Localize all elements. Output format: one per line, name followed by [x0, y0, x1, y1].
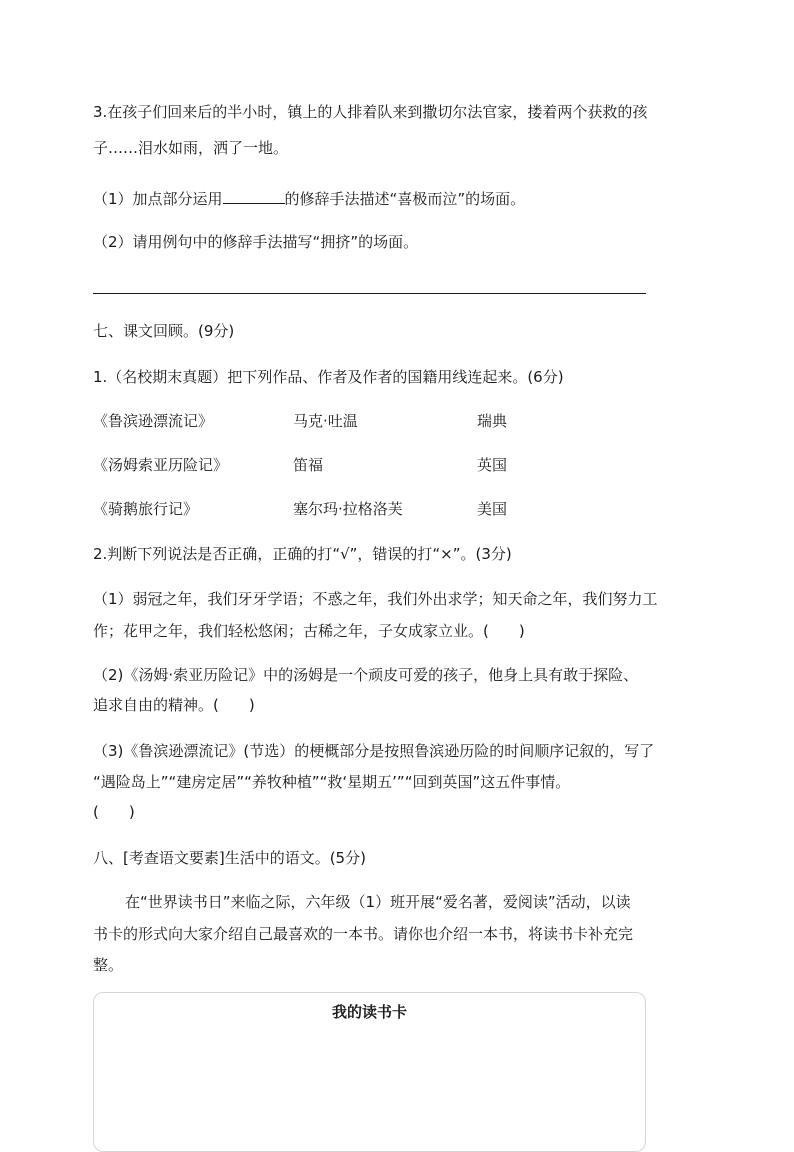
- judge-item-1-line-2[interactable]: 作；花甲之年，我们轻松悠闲；古稀之年，子女成家立业。( ): [93, 622, 525, 640]
- reading-card[interactable]: [93, 992, 646, 1152]
- work-title[interactable]: 《骑鹅旅行记》: [93, 500, 199, 518]
- section8-title: 八、[考查语文要素]生活中的语文。(5分): [93, 849, 366, 867]
- q3-sub1-prefix: （1）加点部分运用: [93, 190, 223, 208]
- q3-line-2: 子……泪水如雨，洒了一地。: [93, 139, 289, 157]
- author-name[interactable]: 马克·吐温: [293, 412, 358, 430]
- judge-item-1-line-1: （1）弱冠之年，我们牙牙学语；不惑之年，我们外出求学；知天命之年，我们努力工: [93, 590, 658, 608]
- judge-item-2-line-2[interactable]: 追求自由的精神。( ): [93, 696, 255, 714]
- section8-paragraph-line-3: 整。: [93, 956, 124, 974]
- section7-title: 七、课文回顾。(9分): [93, 322, 235, 340]
- author-name[interactable]: 笛福: [293, 456, 324, 474]
- judge-item-3-line-1: （3)《鲁滨逊漂流记》(节选）的梗概部分是按照鲁滨逊历险的时间顺序记叙的，写了: [93, 742, 655, 760]
- q3-line-1: 3.在孩子们回来后的半小时，镇上的人排着队来到撒切尔法官家，搂着两个获救的孩: [93, 103, 648, 121]
- q3-sub-question-2: （2）请用例句中的修辞手法描写“拥挤”的场面。: [93, 233, 419, 251]
- judge-item-3-line-3[interactable]: ( ): [93, 803, 135, 821]
- work-title[interactable]: 《鲁滨逊漂流记》: [93, 412, 214, 430]
- country-name[interactable]: 瑞典: [477, 412, 508, 430]
- reading-card-title: 我的读书卡: [331, 1003, 407, 1021]
- answer-line[interactable]: [93, 293, 646, 294]
- section7-question-1: 1.（名校期末真题）把下列作品、作者及作者的国籍用线连起来。(6分): [93, 368, 564, 386]
- section8-paragraph-line-1: 在“世界读书日”来临之际，六年级（1）班开展“爱名著，爱阅读”活动，以读: [125, 893, 631, 911]
- country-name[interactable]: 英国: [477, 456, 508, 474]
- judge-item-2-line-1: （2)《汤姆·索亚历险记》中的汤姆是一个顽皮可爱的孩子，他身上具有敢于探险、: [93, 666, 639, 684]
- section8-paragraph-line-2: 书卡的形式向大家介绍自己最喜欢的一本书。请你也介绍一本书，将读书卡补充完: [93, 925, 634, 943]
- judge-item-3-line-2: “遇险岛上”“建房定居”“养牧种植”“救‘星期五’”“回到英国”这五件事情。: [93, 773, 571, 791]
- section7-question-2: 2.判断下列说法是否正确，正确的打“√”，错误的打“×”。(3分): [93, 545, 512, 563]
- q3-sub1-suffix: 的修辞手法描述“喜极而泣”的场面。: [284, 190, 526, 208]
- q3-sub-question-1: [93, 189, 525, 209]
- country-name[interactable]: 美国: [477, 500, 508, 518]
- author-name[interactable]: 塞尔玛·拉格洛芙: [293, 500, 403, 518]
- rhetoric-answer-blank[interactable]: [223, 189, 285, 204]
- work-title[interactable]: 《汤姆索亚历险记》: [93, 456, 229, 474]
